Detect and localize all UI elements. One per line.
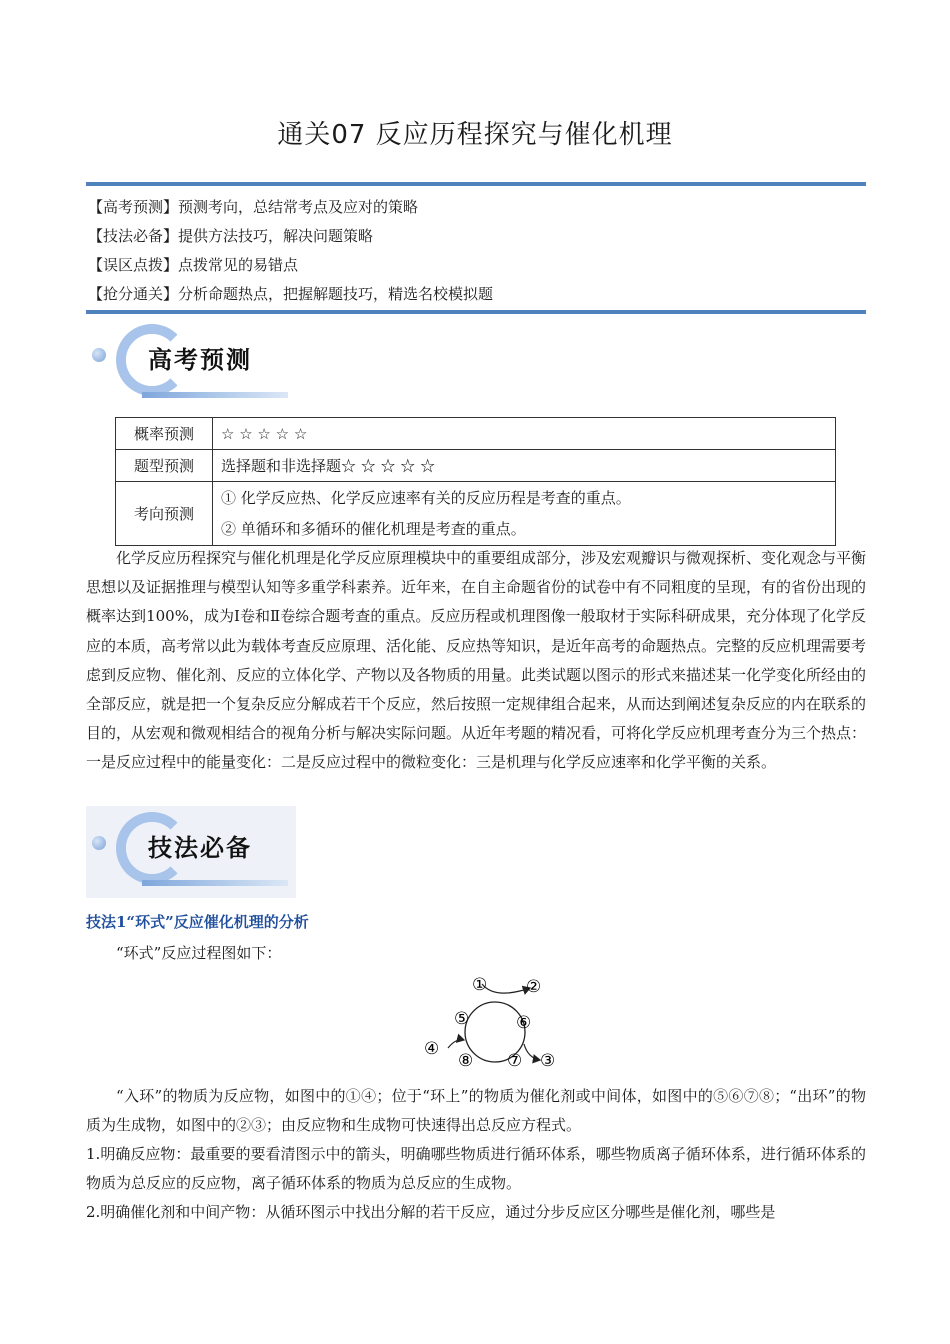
section-title-prediction: 高考预测 — [148, 346, 252, 374]
diagram-label: ⑥ — [516, 1013, 532, 1033]
direction-item: ② 单循环和多循环的催化机理是考查的重点。 — [221, 519, 526, 538]
section-banner-techniques — [86, 806, 296, 898]
table-row — [116, 450, 836, 482]
banner-dot-icon — [92, 836, 106, 850]
diagram-label: ④ — [424, 1039, 440, 1059]
diagram-label: ⑧ — [458, 1051, 474, 1071]
banner-underline — [142, 880, 288, 886]
banner-dot-icon — [92, 348, 106, 362]
legend-line-4: 【抢分通关】分析命题热点，把握解题技巧，精选名校模拟题 — [88, 285, 494, 303]
technique-point-1: 1.明确反应物：最重要的要看清图示中的箭头，明确哪些物质进行循环体系，哪些物质离子循环体系，进行循环体系的物质为总反应的反应物，离子循环体系的物质为总反应的生成物。 — [86, 1145, 866, 1193]
legend-line-2: 【技法必备】提供方法技巧，解决问题策略 — [88, 227, 374, 245]
legend-line-1: 【高考预测】预测考向，总结常考点及应对的策略 — [88, 198, 419, 216]
diagram-label: ⑦ — [507, 1051, 523, 1071]
legend-line-3: 【误区点拨】点拨常见的易错点 — [88, 256, 299, 274]
table-label: 题型预测 — [116, 450, 213, 482]
intro-paragraph: 化学反应历程探究与催化机理是化学反应原理模块中的重要组成部分，涉及宏观瓣识与微观探析、变化观念与平衡思想以及证据推理与模型认知等多重学科素养。近年来，在自主命题省份的试卷中有不同粗度的呈现，有的省份出现的概率达到100%，成为Ⅰ卷和Ⅱ卷综合题考查的重点。反应历程或机理图像一般取材于实际科研成果，充分体现了化学反应的本质，高考常以此为载体考查反应原理、活化能、反应热等知识，是近年高考的命题热点。完整的反应机理需要考虑到反应物、催化剂、反应的立体化学、产物以及各物质的用量。此类试题以图示的形式来描述某一化学变化所经由的全部反应，就是把一个复杂反应分解成若干个反应，然后按照一定规律组合起来，从而达到阐述复杂反应的内在联系的目的，从宏观和微观相结合的视角分析与解决实际问题。从近年考题的精况看，可将化学反应机理考查分为三个热点：一是反应过程中的能量变化：二是反应过程中的微粒变化：三是机理与化学反应速率和化学平衡的关系。 — [86, 549, 867, 772]
banner-underline — [142, 392, 288, 398]
arrow-in-1-out-2 — [482, 984, 530, 993]
table-value: ☆ ☆ ☆ ☆ ☆ — [213, 418, 836, 450]
diagram-label: ② — [526, 977, 542, 997]
table-value — [213, 482, 836, 546]
technique-explain: “入环”的物质为反应物，如图中的①④；位于“环上”的物质为催化剂或中间体，如图中的⑤⑥⑦⑧；“出环”的物质为生成物，如图中的②③；由反应物和生成物可快速得出总反应方程式。 — [86, 1087, 866, 1135]
diagram-label: ① — [472, 975, 488, 995]
section-banner-prediction — [86, 318, 296, 410]
arrow-in-4 — [448, 1040, 464, 1048]
cycle-diagram — [420, 968, 570, 1076]
diagram-label: ③ — [540, 1051, 556, 1071]
table-row — [116, 418, 836, 450]
page-title: 通关07 反应历程探究与催化机理 — [277, 120, 673, 150]
top-rule — [86, 182, 866, 186]
technique-heading: 技法1“环式”反应催化机理的分析 — [86, 913, 309, 931]
bottom-rule — [86, 310, 866, 314]
direction-item: ① 化学反应热、化学反应速率有关的反应历程是考查的重点。 — [221, 488, 631, 507]
arrow-out-3 — [524, 1044, 540, 1060]
technique-point-2: 2.明确催化剂和中间产物：从循环图示中找出分解的若干反应，通过分步反应区分哪些是催化剂，哪些是 — [86, 1203, 776, 1221]
table-row — [116, 482, 836, 546]
table-label: 考向预测 — [116, 482, 213, 546]
diagram-label: ⑤ — [454, 1009, 470, 1029]
table-label: 概率预测 — [116, 418, 213, 450]
technique-lead: “环式”反应过程图如下： — [116, 944, 282, 962]
prediction-table — [115, 417, 836, 546]
table-value: 选择题和非选择题☆ ☆ ☆ ☆ ☆ — [213, 450, 836, 482]
section-title-techniques: 技法必备 — [148, 834, 252, 862]
